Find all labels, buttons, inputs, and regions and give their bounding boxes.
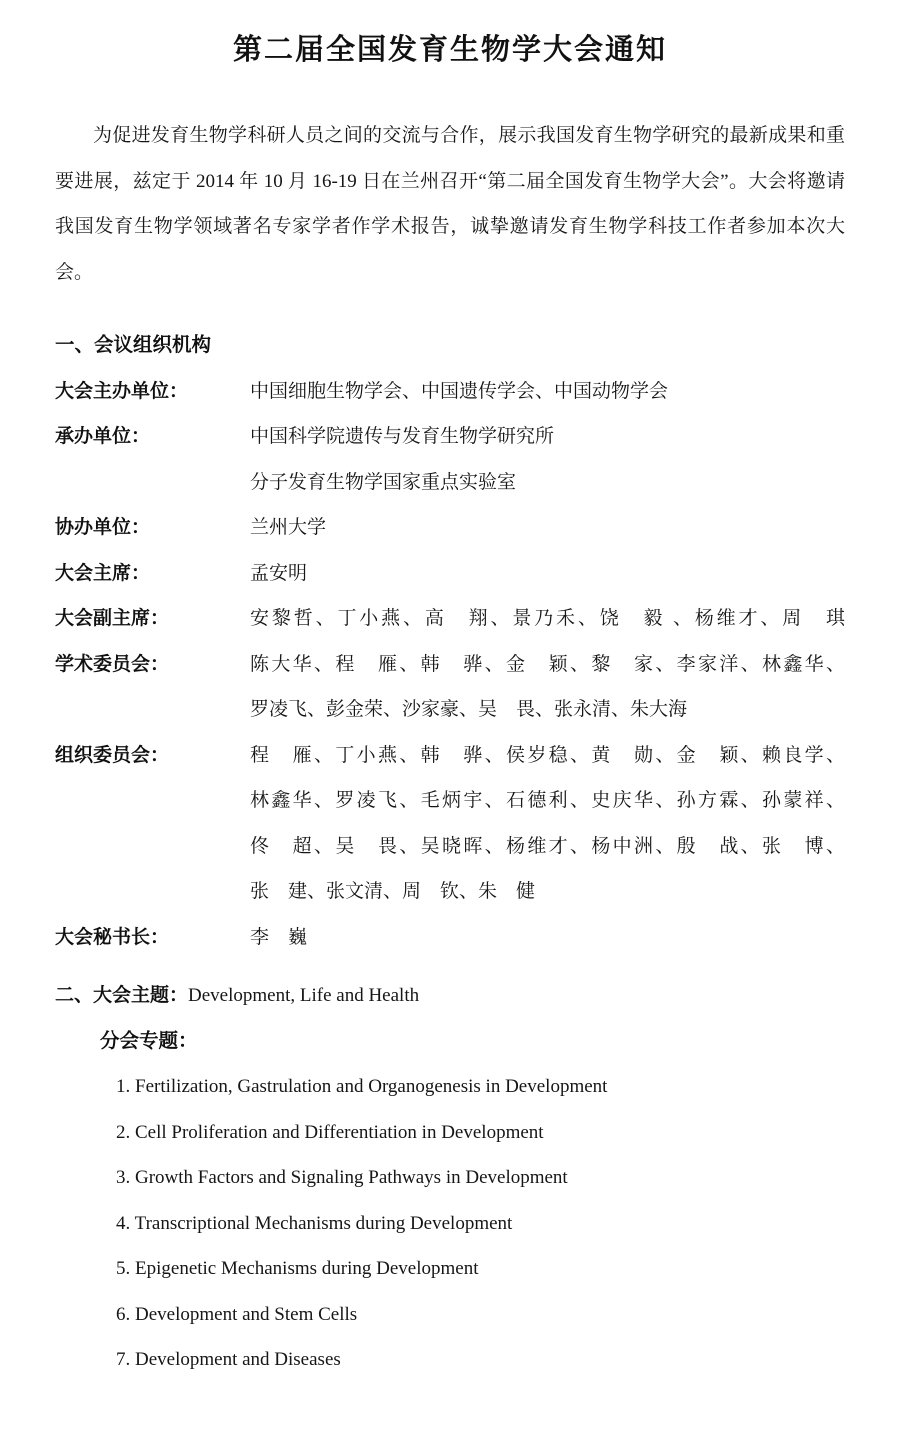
conference-theme: Development, Life and Health [188, 985, 420, 1006]
content-line: 李 巍 [250, 926, 308, 948]
subsession-heading: 分会专题： [100, 1029, 198, 1052]
content-line: 陈大华、程 雁、韩 骅、金 颖、黎 家、李家洋、林鑫华、 [250, 653, 845, 675]
row-academic-committee [55, 642, 845, 733]
content-line: 兰州大学 [250, 517, 327, 538]
document-page [0, 28, 900, 1430]
row-organizing-committee [55, 733, 845, 915]
content-line: 分子发育生物学国家重点实验室 [250, 471, 517, 493]
row-content-chair [250, 551, 845, 597]
row-label-host: 大会主办单位： [55, 380, 189, 402]
content-line: 孟安明 [250, 562, 308, 584]
row-co-organizer [55, 505, 845, 551]
content-line: 安黎哲、丁小燕、高 翔、景乃禾、饶 毅 、杨维才、周 琪 [250, 608, 845, 629]
content-line: 中国细胞生物学会、中国遗传学会、中国动物学会 [250, 380, 669, 402]
content-line: 程 雁、丁小燕、韩 骅、侯岁稳、黄 勋、金 颖、赖良学、 [250, 744, 845, 766]
topic-item-5: 5. Epigenetic Mechanisms during Development [116, 1258, 479, 1279]
section-1-heading: 一、会议组织机构 [55, 334, 212, 356]
content-line: 张 建、张文清、周 钦、朱 健 [250, 881, 536, 902]
row-vice-chairs [55, 596, 845, 642]
row-content-organizer [250, 414, 845, 505]
row-content-co-organizer [250, 505, 845, 551]
section-2-heading: 二、大会主题： [55, 985, 189, 1006]
row-label-vice-chairs: 大会副主席： [55, 608, 170, 629]
row-content-organizing-committee [250, 733, 845, 915]
intro-paragraph: 为促进发育生物学科研人员之间的交流与合作，展示我国发育生物学研究的最新成果和重要进展，兹定于 2014 年 10 月 16-19 日在兰州召开“第二届全国发育生物学大会”。大会将邀请我国发育生物学领域著名专家学者作学术报告，诚挚邀请发育生物学科技工作者参加本次大会。 [55, 125, 845, 283]
topic-item-2: 2. Cell Proliferation and Differentiation in Development [116, 1121, 544, 1143]
row-label-secretary-general: 大会秘书长： [55, 926, 170, 948]
row-label-academic-committee: 学术委员会： [55, 653, 170, 675]
row-label-co-organizer: 协办单位： [55, 517, 151, 538]
section-2-heading-row [55, 973, 845, 1019]
topic-item-1: 1. Fertilization, Gastrulation and Organogenesis in Development [116, 1076, 608, 1097]
topic-item-6: 6. Development and Stem Cells [116, 1303, 358, 1325]
row-host-organizations [55, 369, 845, 415]
row-organizer [55, 414, 845, 505]
row-secretary-general [55, 915, 845, 961]
topic-item-7: 7. Development and Diseases [116, 1349, 341, 1370]
row-content-academic-committee [250, 642, 845, 733]
row-content-secretary-general [250, 915, 845, 961]
topic-item-4: 4. Transcriptional Mechanisms during Development [116, 1212, 513, 1234]
topic-item-3: 3. Growth Factors and Signaling Pathways in Development [116, 1167, 568, 1188]
organization-table [55, 369, 845, 961]
content-line: 罗凌飞、彭金荣、沙家豪、吴 畏、张永清、朱大海 [250, 699, 688, 720]
row-label-organizing-committee: 组织委员会： [55, 744, 170, 766]
content-line: 佟 超、吴 畏、吴晓晖、杨维才、杨中洲、殷 战、张 博、 [250, 835, 845, 857]
row-content-host [250, 369, 845, 415]
document-title: 第二届全国发育生物学大会通知 [232, 34, 667, 66]
row-content-vice-chairs [250, 596, 845, 642]
content-line: 中国科学院遗传与发育生物学研究所 [250, 426, 555, 447]
row-label-chair: 大会主席： [55, 562, 151, 584]
row-label-organizer: 承办单位： [55, 426, 151, 447]
content-line: 林鑫华、罗凌飞、毛炳宇、石德利、史庆华、孙方霖、孙蒙祥、 [250, 790, 845, 811]
row-conference-chair [55, 551, 845, 597]
